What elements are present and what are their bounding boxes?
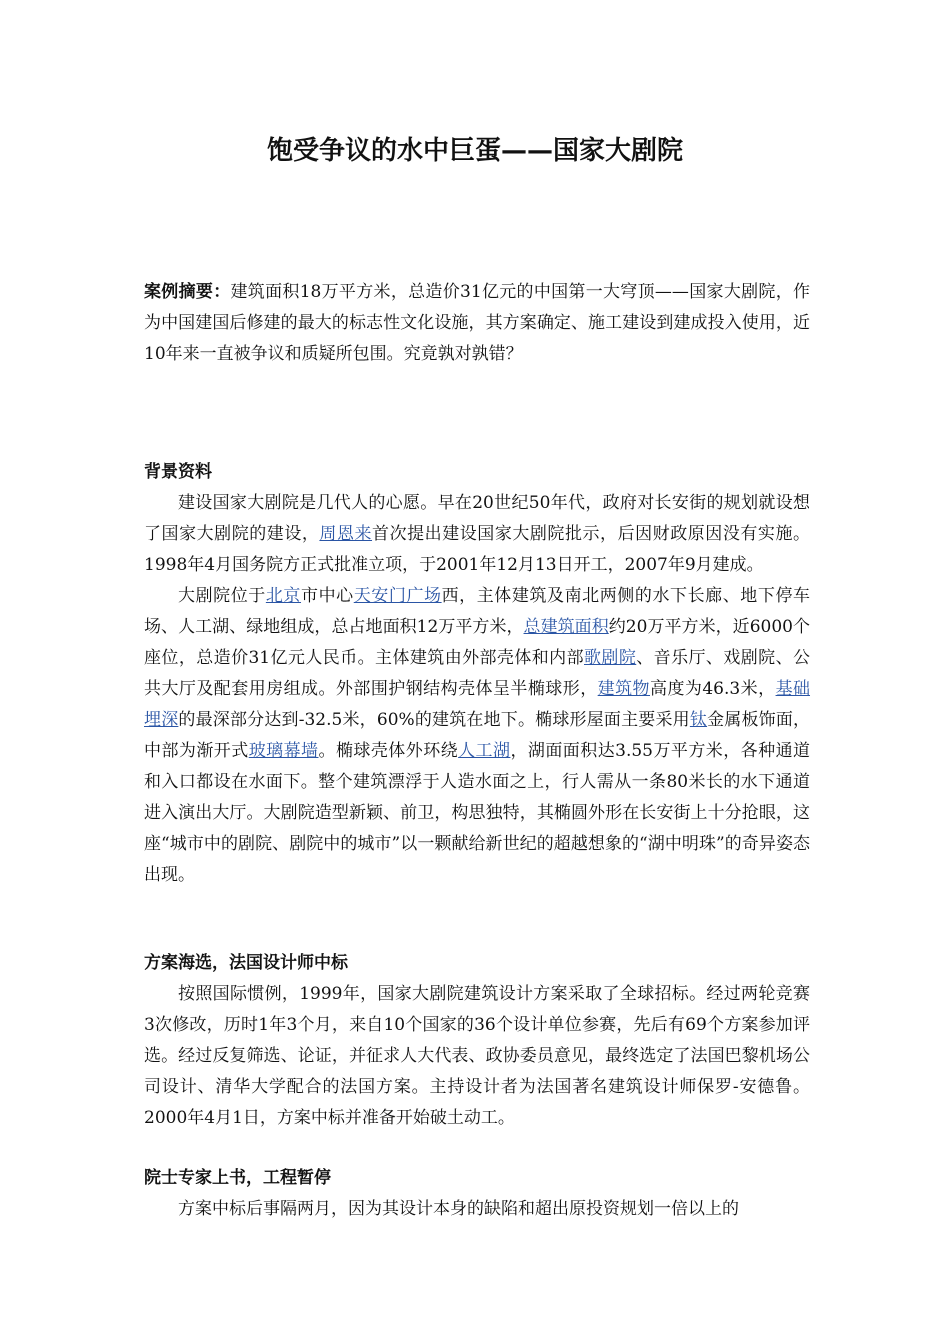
link-titanium[interactable]: 钛 xyxy=(689,710,708,730)
case-summary xyxy=(144,277,810,370)
section-heading-design-selection: 方案海选，法国设计师中标 xyxy=(144,953,348,973)
project-halt-paragraph: 方案中标后事隔两月，因为其设计本身的缺陷和超出原投资规划一倍以上的 xyxy=(178,1199,739,1219)
text-run: ，湖面面积达3.55万平方米，各种通道和入口都设在水面下。整个建筑漂浮于人造水面之上，行人需从一条80米长的水下通道进入演出大厅。大剧院造型新颖、前卫，构思独特，其椭圆外形在长安街上十分抢眼，这座“城市中的剧院、剧院中的城市”以一颗献给新世纪的超越想象的“湖中明珠”的奇异姿态出现。 xyxy=(144,741,811,885)
link-foundation-depth[interactable]: 基础埋深 xyxy=(144,679,811,730)
text-run: 首次提出建设国家大剧院批示，后因财政原因没有实施。1998年4月国务院方正式批准立项，于2001年12月13日开工，2007年9月建成。 xyxy=(144,524,811,575)
text-run: 。椭球壳体外环绕 xyxy=(318,741,459,761)
text-run: 、音乐厅、戏剧院、公共大厅及配套用房组成。外部围护钢结构壳体呈半椭球形， xyxy=(144,648,811,699)
link-tiananmen-square[interactable]: 天安门广场 xyxy=(353,586,442,606)
text-run: 建设国家大剧院是几代人的心愿。早在20世纪50年代，政府对长安街的规划就设想了国家大剧院的建设， xyxy=(144,493,810,544)
background-paragraph-1 xyxy=(144,488,810,581)
document-title: 饱受争议的水中巨蛋——国家大剧院 xyxy=(266,136,683,166)
section-project-halt xyxy=(144,1163,810,1225)
section-design-selection xyxy=(144,948,810,1134)
background-paragraph-2 xyxy=(144,581,810,891)
section-heading-background: 背景资料 xyxy=(144,462,212,482)
summary-paragraph xyxy=(144,277,810,370)
summary-text: 建筑面积18万平方米，总造价31亿元的中国第一大穹顶——国家大剧院，作为中国建国后修建的最大的标志性文化设施，其方案确定、施工建设到建成投入使用，近10年来一直被争议和质疑所包围。究竟孰对孰错？ xyxy=(144,282,811,364)
design-selection-paragraph: 按照国际惯例，1999年，国家大剧院建筑设计方案采取了全球招标。经过两轮竞赛3次修改，历时1年3个月，来自10个国家的36个设计单位参赛，先后有69个方案参加评选。经过反复筛选、论证，并征求人大代表、政协委员意见，最终选定了法国巴黎机场公司设计、清华大学配合的法国方案。主持设计者为法国著名建筑设计师保罗-安德鲁。2000年4月1日，方案中标并准备开始破土动工。 xyxy=(144,984,810,1128)
text-run: 大剧院位于 xyxy=(178,586,266,606)
text-run: 市中心 xyxy=(301,586,354,606)
text-run: 约20万平方米，近6000个座位，总造价31亿元人民币。主体建筑由外部壳体和内部 xyxy=(144,617,810,668)
link-zhou-enlai[interactable]: 周恩来 xyxy=(319,524,373,544)
text-run: 的最深部分达到-32.5米，60%的建筑在地下。椭球形屋面主要采用 xyxy=(178,710,690,730)
link-total-floor-area[interactable]: 总建筑面积 xyxy=(523,617,609,637)
summary-label: 案例摘要： xyxy=(144,282,231,302)
link-artificial-lake[interactable]: 人工湖 xyxy=(458,741,511,761)
text-run: 高度为46.3米， xyxy=(650,679,776,699)
section-heading-project-halt: 院士专家上书，工程暂停 xyxy=(144,1168,331,1188)
link-beijing[interactable]: 北京 xyxy=(265,586,302,606)
link-glass-curtain-wall[interactable]: 玻璃幕墙 xyxy=(248,741,319,761)
section-background xyxy=(144,457,810,891)
link-building[interactable]: 建筑物 xyxy=(597,679,651,699)
text-run: 金属板饰面，中部为渐开式 xyxy=(144,710,811,761)
link-opera-house[interactable]: 歌剧院 xyxy=(584,648,637,668)
text-run: 西，主体建筑及南北两侧的水下长廊、地下停车场、人工湖、绿地组成，总占地面积12万平方米， xyxy=(144,586,811,637)
